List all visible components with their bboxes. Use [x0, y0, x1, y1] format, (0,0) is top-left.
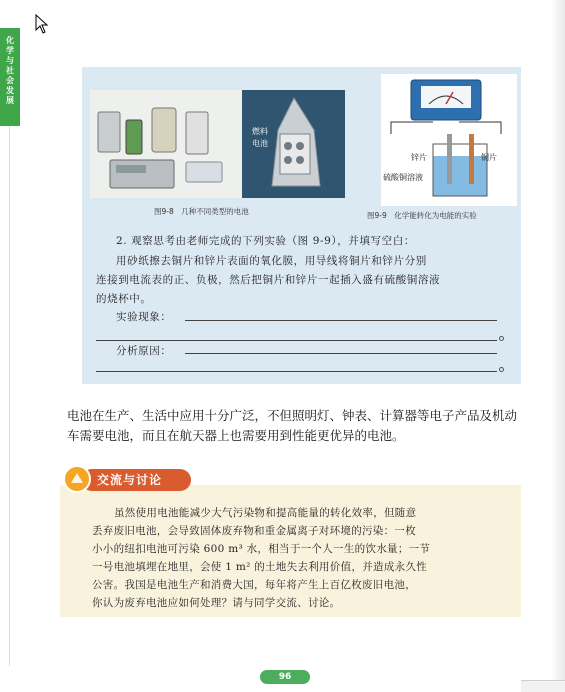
side-divider: [9, 126, 10, 666]
copper-label: 铜片: [481, 153, 497, 162]
discussion-text: [92, 504, 512, 612]
side-tab-label: 化学与社会发展: [6, 36, 14, 105]
body-paragraph: 电池在生产、生活中应用十分广泛，不但照明灯、钟表、计算器等电子产品及机动车需要电池，而且在航天器上也需要用到性能更优异的电池。: [67, 408, 518, 443]
mouse-cursor-icon: [35, 14, 49, 34]
figure-9-9-caption: 图9-9 化学能转化为电能的实验: [367, 211, 477, 220]
phenomenon-blank-1: [185, 320, 497, 321]
experiment-para-line1: 2. 观察思考由老师完成的下列实验（图 9-9），并填写空白：: [116, 235, 415, 247]
chapter-side-tab: [0, 28, 20, 126]
discussion-line: 你认为废弃电池应如何处理？请与同学交流、讨论。: [92, 597, 341, 609]
discussion-line: 丢弃废旧电池，会导致固体废弃物和重金属离子对环境的污染：一枚: [92, 525, 416, 537]
solution-label: 硫酸铜溶液: [383, 173, 423, 182]
discussion-line: 公害。我国是电池生产和消费大国，每年将产生上百亿枚废旧电池，: [92, 579, 416, 591]
fuel-cell-photo: [242, 90, 345, 198]
fuel-cell-label-line1: 燃料: [252, 127, 268, 136]
phenomenon-label: 实验现象：: [116, 311, 172, 323]
experiment-para-line3: 连接到电流表的正、负极，然后把铜片和锌片一起插入盛有硫酸铜溶液: [96, 274, 441, 286]
discussion-line: 一号电池填埋在地里，会使 1 m² 的土地失去利用价值，并造成永久性: [92, 561, 428, 573]
experiment-para-line2: 用砂纸擦去铜片和锌片表面的氧化膜，用导线将铜片和锌片分别: [116, 255, 427, 267]
figure-9-8-caption: 图9-8 几种不同类型的电池: [154, 207, 249, 216]
discussion-line: 小小的纽扣电池可污染 600 m³ 水，相当于一个人一生的饮水量；一节: [92, 543, 431, 555]
page-edge-shadow: [551, 0, 565, 691]
fuel-cell-label-line2: 电池: [252, 139, 268, 148]
badge-label: 交流与讨论: [97, 473, 163, 487]
experiment-diagram: [381, 74, 517, 206]
discussion-badge: [63, 465, 193, 493]
discussion-line: 虽然使用电池能减少大气污染物和提高能量的转化效率，但随意: [114, 507, 417, 519]
zinc-label: 锌片: [411, 153, 427, 162]
reason-label: 分析原因：: [116, 345, 172, 357]
page-corner: [521, 680, 565, 692]
period-mark: [499, 336, 504, 341]
reason-blank-1: [185, 353, 497, 354]
reason-blank-2: [96, 371, 497, 372]
galvanic-cell-illustration: [381, 74, 517, 206]
discussion-icon: [63, 465, 91, 493]
experiment-para-line4: 的烧杯中。: [96, 293, 152, 305]
period-mark: [499, 367, 504, 372]
batteries-photo: [90, 90, 242, 198]
page-number: 96: [260, 670, 310, 684]
batteries-illustration: [90, 90, 242, 198]
